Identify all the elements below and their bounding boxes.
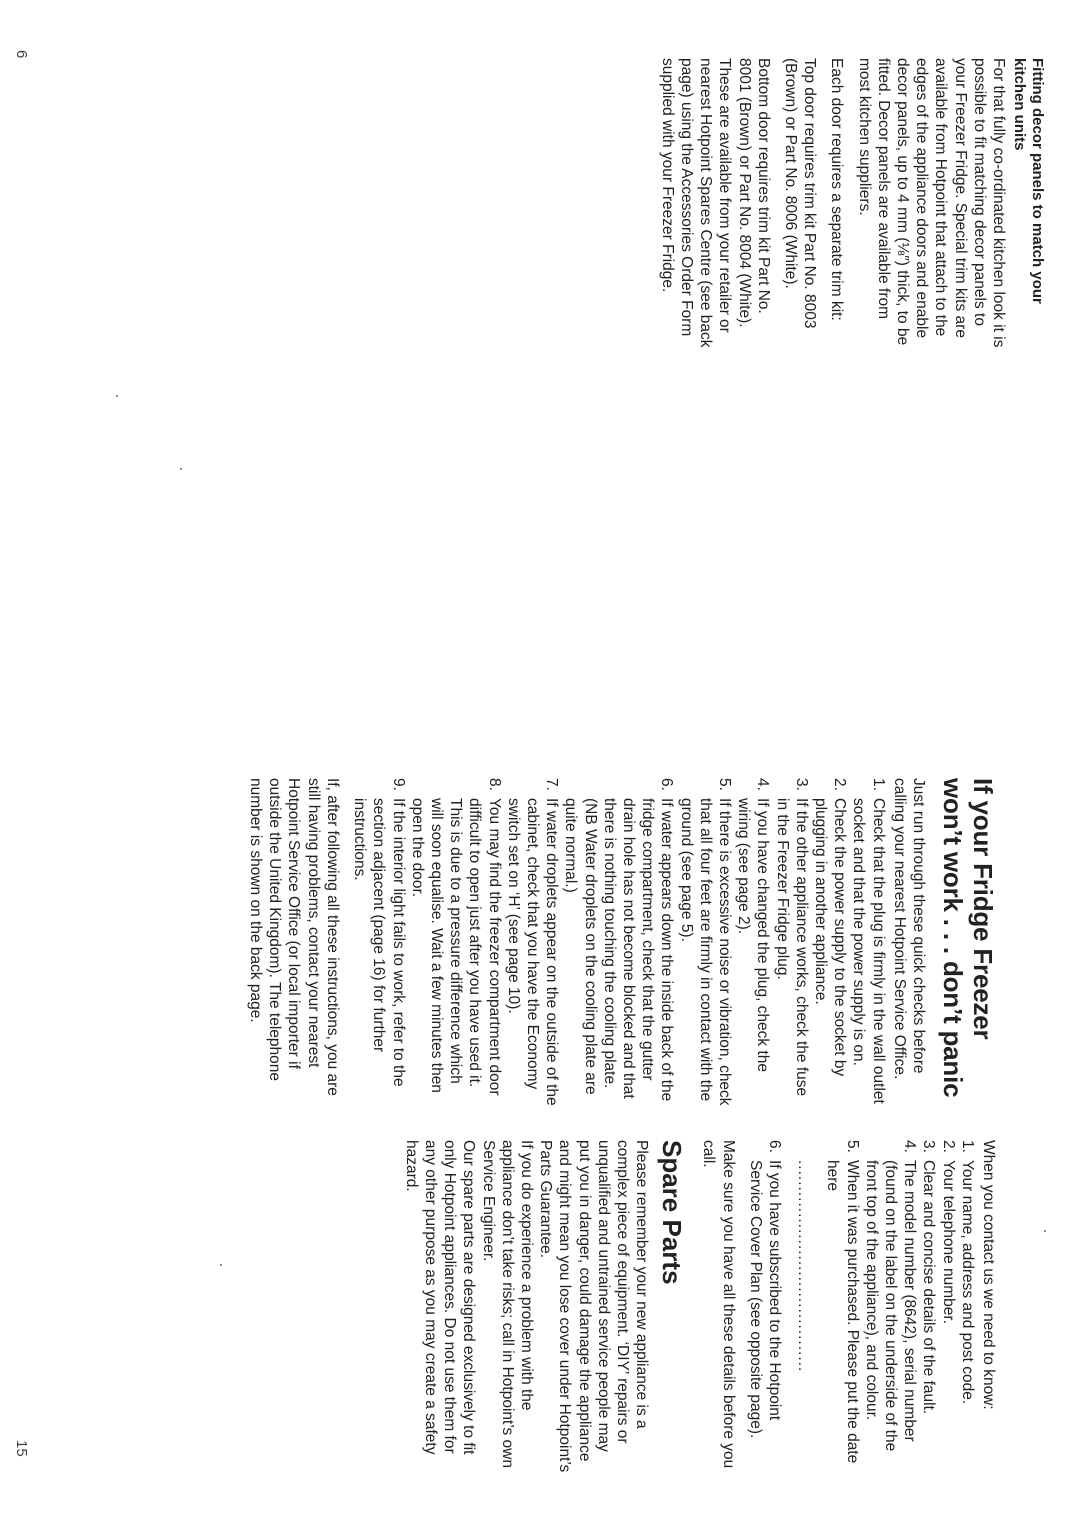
list-item: 6. If you have subscribed to the Hotpoint Service Cover Plan (see opposite page). [746, 1140, 783, 1439]
list-item: 2. Your telephone number. [939, 1140, 957, 1325]
scan-speck [180, 468, 182, 470]
decor-paragraph: Top door requires trim kit Part No. 8003 (Brown) or Part No. 8006 (White). [781, 58, 819, 329]
purchase-date-line: ........................................ [795, 1160, 813, 1373]
troubleshooting-intro: Just run through these quick checks before calling your nearest Hotpoint Service Office. [890, 778, 927, 1080]
list-item: 8. You may find the freezer compartment door difficult to open just after you have used it. This is due to a pressure difference which will soon equalise. Wait a few minutes then open the door. [408, 778, 503, 1096]
list-item: 6. If water appears down the inside back of the fridge compartment, check that the gutter drain hole has not become blocked and that there is nothing touching the cooling plate. (NB Water droplets on the cooling plate are quite normal.) [562, 778, 676, 1102]
page-number-left: 6 [13, 50, 30, 59]
troubleshooting-list [350, 778, 888, 1108]
troubleshooting-outro: If, after following all these instructions, you are still having problems, contact your nearest Hotpoint Service Office (or local importer if outside the United Kingdom). The telephone number is shown on the back page. [247, 778, 341, 1096]
list-item: 3. Clear and concise details of the fault. [920, 1140, 938, 1415]
scan-speck [116, 395, 118, 397]
page-number-right: 15 [13, 1440, 30, 1457]
list-item: 4. The model number (8642), serial number (found on the label on the underside of the front top of the appliance), and colour. [862, 1140, 919, 1452]
decor-paragraph: Each door requires a separate trim kit: [828, 58, 846, 321]
decor-paragraph: Bottom door requires trim kit Part No. 8001 (Brown) or Part No. 8004 (White). These are available from your retailer or nearest Hotpoint Spares Centre (see back page) using the Accessories Order Form supplied with your Freezer Fridge. [658, 58, 772, 348]
list-item: 2. Check the power supply to the socket by plugging in another appliance. [811, 778, 849, 1077]
decor-heading: Fitting decor panels to match your kitchen units [1011, 58, 1046, 304]
decor-panels-section [650, 58, 1046, 350]
spare-paragraph: If you do experience a problem with the appliance don’t take risks; call in Hotpoint’s own Service Engineer. [479, 1140, 535, 1468]
spare-paragraph: Our spare parts are designed exclusively to fit only Hotpoint appliances. Do not use them for any other purpose as you may create a safety hazard. [402, 1140, 478, 1455]
troubleshooting-title: If your Fridge Freezer won’t work . . . don’t panic [938, 778, 998, 1098]
list-item: 5. If there is excessive noise or vibration, check that all four feet are firmly in contact with the ground (see page 5). [677, 778, 733, 1106]
list-item: 5. When it was purchased. Please put the date here [824, 1140, 861, 1464]
scan-speck [1044, 1230, 1046, 1232]
contact-list [746, 1140, 977, 1476]
list-item: 7. If water droplets appear on the outside of the cabinet, check that you have the Economy switch set on ‘H’ (see page 10). [504, 778, 561, 1106]
contact-intro: When you contact us we need to know: [980, 1140, 997, 1410]
troubleshooting-section [238, 778, 998, 1108]
list-item: 1. Your name, address and post code. [958, 1140, 976, 1405]
contact-and-spares-section [394, 1140, 998, 1476]
list-item: 4. If you have changed the plug, check the wiring (see page 2). [735, 778, 772, 1073]
contact-outro: Make sure you have all these details before you call. [700, 1140, 737, 1469]
decor-paragraph: For that fully co-ordinated kitchen look it is possible to fit matching decor panels to your Freezer Fridge. Special trim kits are available from Hotpoint that attach to the edges of the appliance doors and enable decor panels, up to 4 mm (⅛″) thick, to be fitted. Decor panels are available from most kitchen suppliers. [855, 58, 1007, 348]
spare-paragraph: Please remember your new appliance is a complex piece of equipment. ‘DIY’ repairs or unqualified and untrained service people may put you in danger, could damage the appliance and might mean you lose cover under Hotpoint’s Parts Guarantee. [537, 1140, 651, 1473]
list-item: 1. Check that the plug is firmly in the wall outlet socket and that the power supply is on. [850, 778, 887, 1104]
list-item: 3. If the other appliance works, check the fuse in the Freezer Fridge plug. [773, 778, 810, 1097]
list-item: 9. If the interior light fails to work, refer to the section adjacent (page 16) for further instructions. [351, 778, 407, 1087]
scan-speck [220, 1264, 222, 1266]
spare-parts-title: Spare Parts [657, 1140, 688, 1285]
